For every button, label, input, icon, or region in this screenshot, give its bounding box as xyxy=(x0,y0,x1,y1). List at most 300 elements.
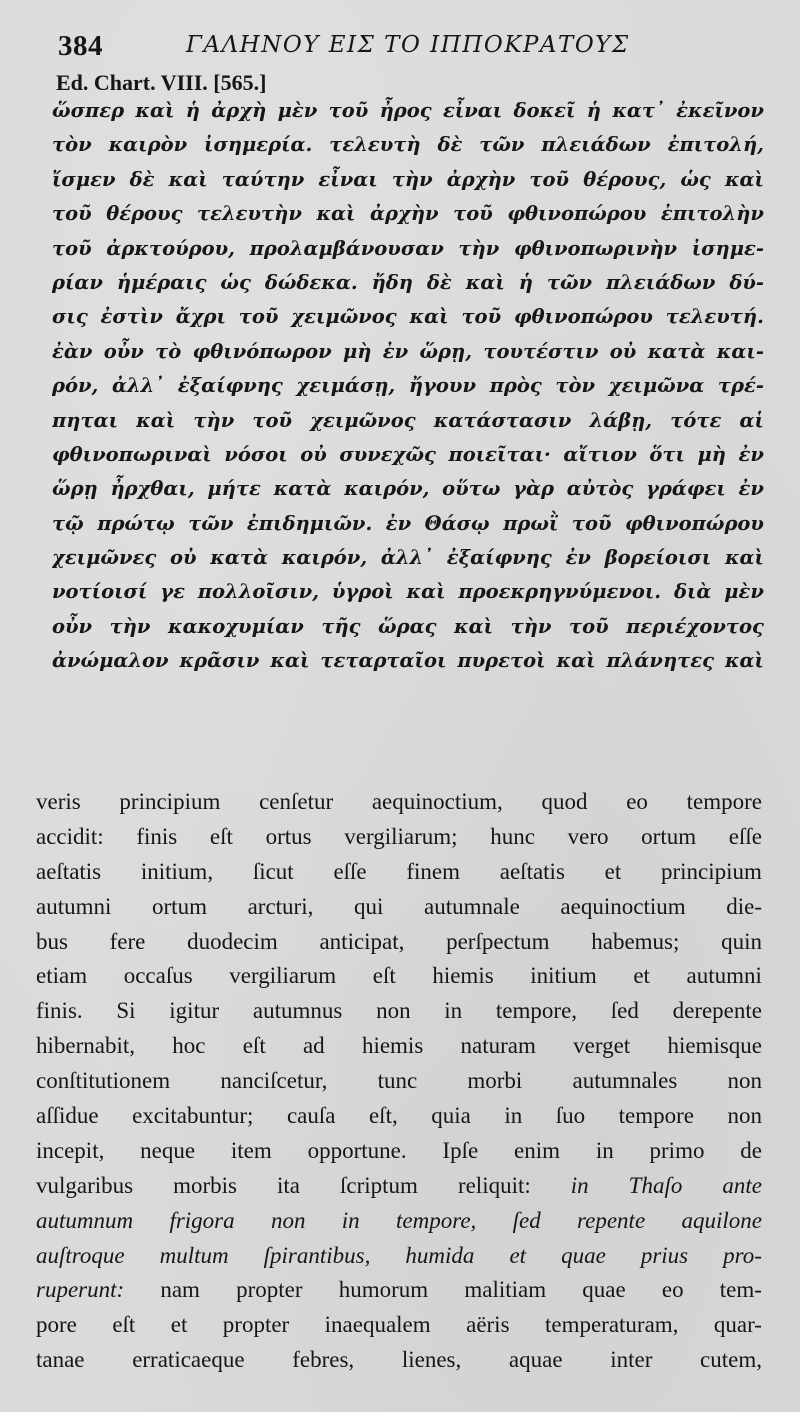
text-line xyxy=(36,994,762,1029)
word: τοῦ xyxy=(461,305,502,329)
word: quae xyxy=(561,1242,606,1268)
word: ὥρας xyxy=(378,614,437,638)
word: τελευτὴ xyxy=(329,133,421,157)
word: quae xyxy=(582,1277,626,1303)
word: κατὰ xyxy=(210,546,269,570)
word: ὡς xyxy=(680,167,711,191)
word: χειμῶνος xyxy=(291,305,397,329)
word: μήτε xyxy=(207,477,261,501)
word: finem xyxy=(406,858,461,884)
word: ἐπιδημιῶν. xyxy=(246,511,373,535)
word: πλάνητες xyxy=(606,649,714,673)
word: τελευτὴν xyxy=(197,202,302,226)
word: καιρόν, xyxy=(281,546,368,570)
text-line xyxy=(52,197,764,231)
word: occaſus xyxy=(123,963,193,989)
text-line xyxy=(52,266,764,300)
word: καὶ xyxy=(454,614,494,638)
word: εἶναι xyxy=(442,99,503,122)
word: in xyxy=(504,1103,523,1129)
word: ἐν xyxy=(382,339,409,363)
word: cutem, xyxy=(700,1347,762,1373)
word: κατὰ xyxy=(273,477,332,501)
text-line xyxy=(36,959,762,994)
word: hoc xyxy=(172,1033,206,1059)
word: aquilone xyxy=(681,1207,762,1233)
word: ἐκεῖνον xyxy=(676,99,764,122)
word: in xyxy=(444,998,463,1024)
word: non xyxy=(727,1068,762,1094)
greek-text-block xyxy=(52,94,764,679)
word: τὸν xyxy=(555,374,596,398)
word: ſuo xyxy=(555,1103,586,1129)
word: ὑγροὶ xyxy=(331,580,394,604)
word: multum xyxy=(159,1242,229,1268)
word: μὴ xyxy=(697,442,726,466)
word: die- xyxy=(726,893,762,919)
word: fere xyxy=(109,928,146,954)
word: opportune. xyxy=(307,1137,407,1163)
word: ortum xyxy=(641,823,697,849)
word: καὶ xyxy=(724,649,764,673)
word: ἀλλ᾽ xyxy=(111,374,165,398)
word: δύ- xyxy=(729,270,764,294)
word: κατάστασιν xyxy=(433,408,572,432)
word: γὰρ xyxy=(513,477,554,501)
word: primo xyxy=(649,1137,705,1163)
word: θέρους xyxy=(106,202,183,226)
word: Thaſo xyxy=(628,1172,683,1198)
word: ita xyxy=(277,1172,300,1198)
word: quia xyxy=(431,1103,471,1129)
word: ἄχρι xyxy=(175,305,226,329)
word: humorum xyxy=(338,1277,429,1303)
word: igitur xyxy=(169,998,220,1024)
word: tem- xyxy=(719,1277,762,1303)
page-header xyxy=(58,26,758,66)
word: quar- xyxy=(713,1312,762,1338)
word: θέρους, xyxy=(583,167,667,191)
word: τὴν xyxy=(193,408,235,432)
word: ὥρῃ, xyxy=(419,339,472,363)
text-line xyxy=(52,163,764,197)
word: πυρετοὶ xyxy=(457,649,546,673)
word: ἡ xyxy=(518,270,533,294)
word: οὐ xyxy=(300,442,327,466)
word: οὕτω xyxy=(442,477,501,501)
word: cauſa xyxy=(286,1103,336,1129)
word: perſpectum xyxy=(446,928,550,954)
word: verget xyxy=(573,1033,631,1059)
word: hiemis xyxy=(361,1033,424,1059)
word: morbi xyxy=(467,1068,523,1094)
word: ἦρος xyxy=(379,99,432,122)
word: temperaturam, xyxy=(544,1312,679,1338)
word: φθινόπωρον xyxy=(192,339,332,363)
text-line xyxy=(52,369,764,403)
word: aëris xyxy=(466,1312,510,1338)
word: καὶ xyxy=(270,649,310,673)
word: enim xyxy=(514,1137,560,1163)
word: καιρόν, xyxy=(344,477,430,501)
word: quin xyxy=(721,928,762,954)
word: inter xyxy=(610,1347,653,1373)
word: et xyxy=(633,963,650,989)
word: ὥρῃ xyxy=(52,477,98,501)
word: tempore xyxy=(686,789,762,814)
text-line xyxy=(36,1169,762,1204)
text-line xyxy=(36,820,762,855)
word: τελευτή. xyxy=(665,305,764,329)
word: αἱ xyxy=(739,408,764,432)
text-line xyxy=(52,94,764,128)
word: ἐν xyxy=(385,511,412,535)
word: Si xyxy=(116,998,136,1024)
word: οὖν xyxy=(103,339,144,363)
word: πλειάδων xyxy=(606,270,716,294)
word: τὸ xyxy=(155,339,182,363)
word: duodecim xyxy=(187,928,278,954)
word: pore xyxy=(36,1312,77,1338)
word: χειμάσῃ, xyxy=(296,374,396,398)
word: aſſidue xyxy=(36,1103,99,1129)
word: διὰ xyxy=(673,580,712,604)
word: repente xyxy=(577,1207,646,1233)
word: τοῦ xyxy=(52,236,92,260)
word: habemus; xyxy=(591,928,680,954)
word: φθινοπώρου xyxy=(507,202,647,226)
word: lienes, xyxy=(401,1347,462,1373)
word: νοτίοισί xyxy=(52,580,148,604)
word: non xyxy=(376,998,411,1024)
text-line xyxy=(52,644,764,678)
word: κατὰ xyxy=(647,339,706,363)
word: eo xyxy=(661,1277,684,1303)
word: χειμῶνα xyxy=(608,374,705,398)
text-line xyxy=(52,472,764,506)
word: cenſetur xyxy=(259,789,334,814)
word: principium xyxy=(660,858,762,884)
text-line xyxy=(36,1099,762,1134)
word: περιέχοντος xyxy=(626,614,764,638)
word: αἴτιον xyxy=(563,442,637,466)
word: principium xyxy=(119,789,221,814)
word: ἐὰν xyxy=(52,339,93,363)
word: non xyxy=(727,1103,762,1129)
word: πηται xyxy=(52,408,119,432)
word: καὶ xyxy=(556,649,596,673)
word: λάβῃ, xyxy=(589,408,653,432)
text-line xyxy=(52,232,764,266)
running-title: ΓΑΛΗΝΟΥ ΕΙΣ ΤΟ ΙΠΠΟΚΡΑΤΟΥΣ xyxy=(186,32,630,58)
word: χειμῶνες xyxy=(52,546,157,570)
text-line xyxy=(52,575,764,609)
word: finis xyxy=(136,823,178,849)
word: hiemisque xyxy=(667,1033,762,1059)
word: κρᾶσιν xyxy=(179,649,260,673)
word: τοῦ xyxy=(252,408,293,432)
word: οὖν xyxy=(52,614,93,638)
text-line xyxy=(36,1064,762,1099)
word: conſtitutionem xyxy=(36,1068,171,1094)
word: autumni xyxy=(686,963,762,989)
word: πρὸς xyxy=(489,374,542,398)
word: Θάσῳ xyxy=(424,511,490,535)
text-line xyxy=(36,1239,762,1274)
word: καὶ xyxy=(409,305,449,329)
word: morbis xyxy=(173,1172,237,1198)
word: ἐξαίφνης xyxy=(446,546,552,570)
word: ſed xyxy=(512,1207,541,1233)
text-line xyxy=(36,1273,762,1308)
word: οὐ xyxy=(609,339,637,363)
word: χειμῶνος xyxy=(310,408,416,432)
word: ruperunt: xyxy=(36,1277,125,1303)
text-line xyxy=(52,541,764,575)
word: ποιεῖται· xyxy=(448,442,551,466)
word: ἦρχθαι, xyxy=(110,477,195,501)
word: ἐξαίφνης xyxy=(177,374,283,398)
word: ἀρχὴ xyxy=(211,99,267,122)
text-line xyxy=(52,404,764,438)
word: malitiam xyxy=(464,1277,547,1303)
word: ortum xyxy=(152,893,207,919)
text-line xyxy=(52,128,764,162)
word: γράφει xyxy=(646,477,726,501)
word: tempore, xyxy=(396,1207,477,1233)
word: ortus xyxy=(265,823,312,849)
word: φθινοπώρου xyxy=(513,305,653,329)
word: καὶ xyxy=(136,408,176,432)
word: τοῦ xyxy=(453,202,493,226)
word: eo xyxy=(626,789,648,814)
text-line xyxy=(52,300,764,334)
word: καιρὸν xyxy=(108,133,188,157)
word: non xyxy=(270,1207,306,1233)
word: ἡμέραις xyxy=(116,270,207,294)
word: εἶναι xyxy=(318,167,378,191)
word: incepit, xyxy=(36,1137,105,1163)
word: ἀρχὴν xyxy=(370,202,439,226)
word: aequinoctium, xyxy=(371,789,503,814)
word: erraticaeque xyxy=(132,1347,245,1373)
word: φθινοπώρου xyxy=(625,511,764,535)
text-line xyxy=(52,507,764,541)
word: Ipſe xyxy=(442,1137,479,1163)
word: hibernabit, xyxy=(36,1033,135,1059)
word: ſcriptum xyxy=(340,1172,418,1198)
word: μὲν xyxy=(724,580,764,604)
word: ταύτην xyxy=(221,167,305,191)
word: ſed xyxy=(610,998,639,1024)
word: humida xyxy=(405,1242,475,1268)
word: ſicut xyxy=(252,858,294,884)
word: τῶν xyxy=(188,511,234,535)
word: finis. xyxy=(36,998,83,1024)
word: κατ᾽ xyxy=(612,99,665,122)
word: συνεχῶς xyxy=(339,442,436,466)
word: quod xyxy=(541,789,588,814)
word: σις xyxy=(52,305,88,329)
word: et xyxy=(170,1312,188,1338)
word: tanae xyxy=(36,1347,85,1373)
word: ἐν xyxy=(738,477,764,501)
word: τοῦ xyxy=(568,614,609,638)
word: febres, xyxy=(292,1347,355,1373)
word: δὲ xyxy=(426,270,452,294)
word: ἰσημερία. xyxy=(204,133,313,157)
word: ante xyxy=(722,1172,762,1198)
word: ἐν xyxy=(738,442,764,466)
word: ἤδη xyxy=(371,270,413,294)
text-line xyxy=(36,1134,762,1169)
text-line xyxy=(36,1029,762,1064)
word: eſt xyxy=(242,1033,266,1059)
word: μὲν xyxy=(277,99,318,122)
text-line xyxy=(36,1204,762,1239)
word: initium, xyxy=(140,858,214,884)
word: et xyxy=(604,858,622,884)
word: ρίαν xyxy=(52,270,103,294)
word: καὶ xyxy=(168,167,208,191)
word: eſt xyxy=(209,823,233,849)
word: δὲ xyxy=(437,133,463,157)
word: ἴσμεν xyxy=(52,167,116,191)
word: autumnus xyxy=(252,998,343,1024)
word: anticipat, xyxy=(319,928,405,954)
word: tunc xyxy=(377,1068,418,1094)
word: derepente xyxy=(672,998,762,1024)
word: τὴν xyxy=(510,614,552,638)
word: τῆς xyxy=(321,614,361,638)
word: καὶ xyxy=(316,202,356,226)
word: ὥσπερ xyxy=(52,99,125,122)
word: item xyxy=(230,1137,272,1163)
word: βορείοισι xyxy=(604,546,712,570)
word: eſt, xyxy=(368,1103,398,1129)
word: ad xyxy=(302,1033,325,1059)
word: autumni xyxy=(36,893,112,919)
word: τῶν xyxy=(479,133,525,157)
word: τοῦ xyxy=(571,511,612,535)
word: καὶ xyxy=(135,99,175,122)
word: vergiliarum; xyxy=(344,823,458,849)
word: τοῦ xyxy=(328,99,369,122)
word: frigora xyxy=(169,1207,235,1233)
word: arcturi, xyxy=(247,893,314,919)
word: ὅτι xyxy=(649,442,685,466)
word: in xyxy=(570,1172,589,1198)
word: ἐν xyxy=(565,546,591,570)
word: πρώτῳ xyxy=(97,511,175,535)
word: reliquit: xyxy=(457,1172,531,1198)
word: de xyxy=(740,1137,762,1163)
word: propter xyxy=(236,1277,303,1303)
word: δώδεκα. xyxy=(264,270,358,294)
word: ſpirantibus, xyxy=(263,1242,371,1268)
word: eſt xyxy=(112,1312,136,1338)
word: ἐπιτολὴν xyxy=(660,202,764,226)
word: δὲ xyxy=(129,167,155,191)
word: προεκρηγνύμενοι. xyxy=(458,580,662,604)
word: και- xyxy=(716,339,764,363)
word: hunc xyxy=(490,823,535,849)
word: οὐ xyxy=(169,546,197,570)
word: auſtroque xyxy=(36,1242,125,1268)
word: τουτέστιν xyxy=(483,339,599,363)
word: τῷ xyxy=(52,511,84,535)
word: ἐστὶν xyxy=(100,305,163,329)
word: tempore xyxy=(618,1103,694,1129)
word: ρόν, xyxy=(52,374,99,398)
word: hiemis xyxy=(432,963,494,989)
word: vergiliarum xyxy=(229,963,337,989)
text-line xyxy=(52,438,764,472)
word: τρέ- xyxy=(717,374,764,398)
word: eſſe xyxy=(333,858,367,884)
word: neque xyxy=(140,1137,196,1163)
word: nanciſcetur, xyxy=(220,1068,328,1094)
text-line xyxy=(36,1343,762,1378)
word: propter xyxy=(222,1312,290,1338)
text-line xyxy=(36,890,762,925)
word: γε xyxy=(160,580,185,604)
word: nam xyxy=(160,1277,200,1303)
word: πλειάδων xyxy=(541,133,651,157)
word: aequinoctium xyxy=(560,893,686,919)
word: vero xyxy=(567,823,609,849)
word: eſſe xyxy=(728,823,762,849)
word: inaequalem xyxy=(324,1312,431,1338)
edition-reference: Ed. Chart. VIII. [565.] xyxy=(56,70,267,95)
page-number: 384 xyxy=(58,30,103,62)
latin-text-block xyxy=(36,785,762,1378)
word: νόσοι xyxy=(224,442,288,466)
word: τότε xyxy=(670,408,722,432)
word: προλαμβάνουσαν xyxy=(249,236,444,260)
text-line xyxy=(52,335,764,369)
word: ἤγουν xyxy=(408,374,476,398)
word: φθινοπωρινὴν xyxy=(513,236,678,260)
word: φθινοπωριναὶ xyxy=(52,442,212,466)
word: τῶν xyxy=(546,270,593,294)
word: καὶ xyxy=(724,546,764,570)
word: ἀρκτούρου, xyxy=(106,236,235,260)
word: initium xyxy=(530,963,597,989)
word: autumnale xyxy=(424,893,520,919)
text-line xyxy=(36,925,762,960)
word: qui xyxy=(353,893,384,919)
word: τοῦ xyxy=(529,167,570,191)
text-line xyxy=(36,855,762,890)
word: in xyxy=(341,1207,360,1233)
word: καὶ xyxy=(465,270,505,294)
word: πολλοῖσιν, xyxy=(197,580,319,604)
word: τὴν xyxy=(391,167,433,191)
word: naturam xyxy=(460,1033,536,1059)
word: veris xyxy=(36,789,81,814)
word: ἀλλ᾽ xyxy=(380,546,433,570)
word: accidit: xyxy=(36,823,104,849)
word: pro- xyxy=(723,1242,762,1268)
word: τὴν xyxy=(109,614,151,638)
word: aquae xyxy=(508,1347,563,1373)
word: τὴν xyxy=(458,236,500,260)
word: ἡ xyxy=(586,99,601,122)
word: autumnum xyxy=(36,1207,134,1233)
word: tempore, xyxy=(495,998,578,1024)
word: ἀρχὴν xyxy=(446,167,516,191)
